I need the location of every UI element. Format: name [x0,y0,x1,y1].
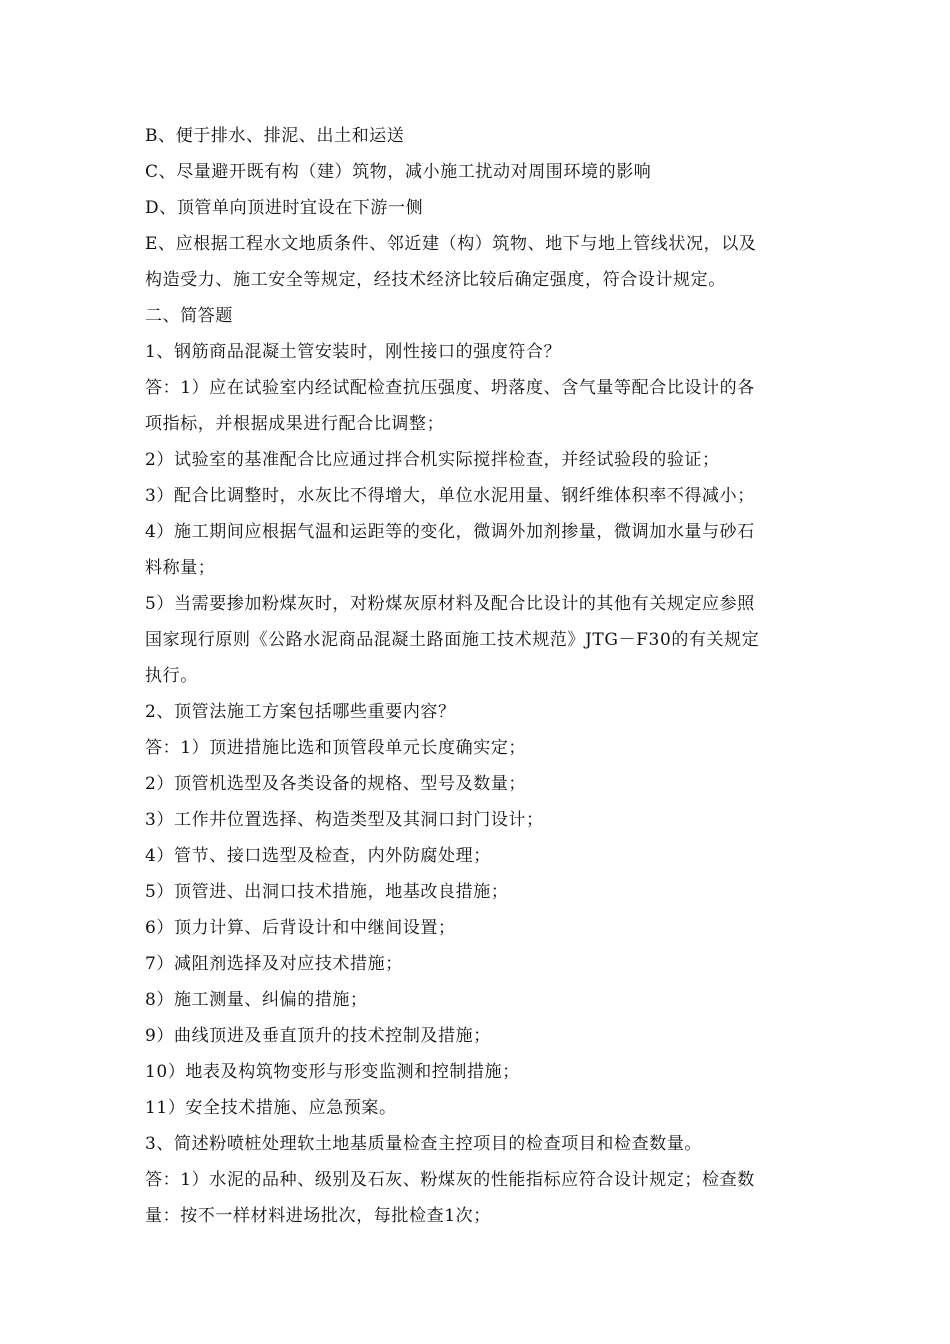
text-line: 答：1）应在试验室内经试配检查抗压强度、坍落度、含气量等配合比设计的各 [145,378,755,398]
text-line: 8）施工测量、纠偏的措施； [145,990,368,1010]
text-line: 5）顶管进、出洞口技术措施，地基改良措施； [145,882,509,902]
text-line: B、便于排水、排泥、出土和运送 [145,126,405,146]
text-line: D、顶管单向顶进时宜设在下游一侧 [145,198,424,218]
text-line: 构造受力、施工安全等规定，经技术经济比较后确定强度，符合设计规定。 [145,270,726,290]
text-line: 2）顶管机选型及各类设备的规格、型号及数量； [145,774,527,794]
text-line: 答：1）顶进措施比选和顶管段单元长度确实定； [145,738,527,758]
question-2: 2、顶管法施工方案包括哪些重要内容？ [145,702,456,722]
text-line: 4）施工期间应根据气温和运距等的变化，微调外加剂掺量，微调加水量与砂石 [145,522,755,542]
text-line: 2）试验室的基准配合比应通过拌合机实际搅拌检查，并经试验段的验证； [145,450,720,470]
text-line: 11）安全技术措施、应急预案。 [145,1098,397,1118]
text-line: C、尽量避开既有构（建）筑物，减小施工扰动对周围环境的影响 [145,162,652,182]
text-line: E、应根据工程水文地质条件、邻近建（构）筑物、地下与地上管线状况，以及 [145,234,757,254]
text-line: 答：1）水泥的品种、级别及石灰、粉煤灰的性能指标应符合设计规定；检查数 [145,1170,755,1190]
text-line: 量：按不一样材料进场批次，每批检查1次； [145,1206,491,1226]
text-line: 3）配合比调整时，水灰比不得增大，单位水泥用量、钢纤维体积率不得减小； [145,486,755,506]
question-1: 1、钢筋商品混凝土管安装时，刚性接口的强度符合？ [145,342,562,362]
text-line: 6）顶力计算、后背设计和中继间设置； [145,918,456,938]
document-body [145,118,810,1234]
text-line: 4）管节、接口选型及检查，内外防腐处理； [145,846,491,866]
text-line: 10）地表及构筑物变形与形变监测和控制措施； [145,1062,520,1082]
text-line: 3）工作井位置选择、构造类型及其洞口封门设计； [145,810,544,830]
text-line: 料称量； [145,558,216,578]
question-3: 3、简述粉喷桩处理软土地基质量检查主控项目的检查项目和检查数量。 [145,1134,703,1154]
text-line: 项指标，并根据成果进行配合比调整； [145,414,445,434]
text-line: 国家现行原则《公路水泥商品混凝土路面施工技术规范》JTG－F30的有关规定 [145,630,760,650]
text-line: 9）曲线顶进及垂直顶升的技术控制及措施； [145,1026,491,1046]
section-heading: 二、简答题 [145,306,233,326]
text-line: 7）减阻剂选择及对应技术措施； [145,954,403,974]
text-line: 执行。 [145,666,198,686]
text-line: 5）当需要掺加粉煤灰时，对粉煤灰原材料及配合比设计的其他有关规定应参照 [145,594,755,614]
